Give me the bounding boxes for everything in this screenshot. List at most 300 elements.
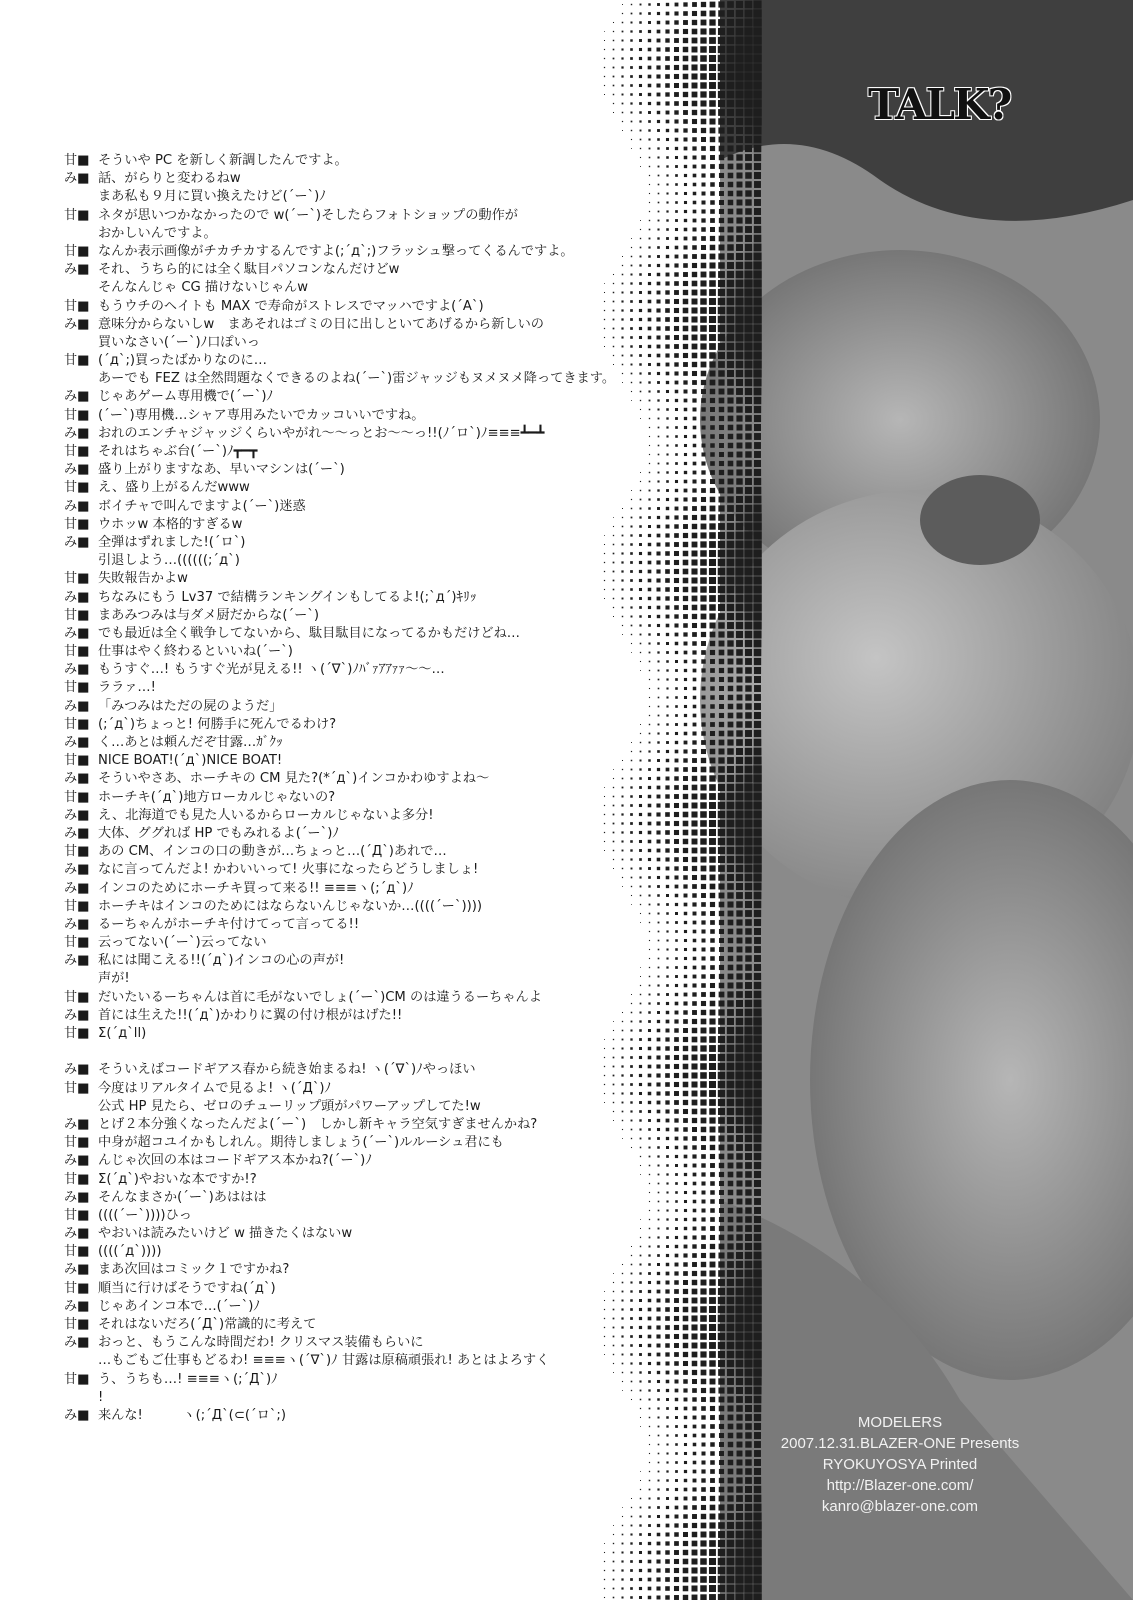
halftone-dot <box>649 454 650 455</box>
halftone-dot <box>727 1558 735 1566</box>
halftone-dot <box>744 45 753 54</box>
halftone-dot <box>692 893 696 897</box>
halftone-dot <box>692 497 697 502</box>
halftone-dot <box>630 597 632 599</box>
halftone-dot <box>745 919 752 926</box>
halftone-dot <box>745 208 752 215</box>
halftone-dot <box>684 471 687 474</box>
halftone-dot <box>648 1398 650 1400</box>
halftone-dot <box>754 487 762 495</box>
halftone-dot <box>658 211 660 213</box>
halftone-dot <box>621 1560 623 1562</box>
halftone-dot <box>656 1559 660 1563</box>
halftone-dot <box>683 380 687 384</box>
halftone-dot <box>692 1514 697 1519</box>
halftone-dot <box>692 1280 697 1285</box>
halftone-dot <box>700 1288 706 1294</box>
halftone-dot <box>683 1514 687 1518</box>
halftone-dot <box>709 1594 716 1600</box>
halftone-dot <box>666 1236 669 1239</box>
halftone-dot <box>691 73 697 79</box>
halftone-dot <box>701 524 707 530</box>
halftone-dot <box>700 1324 707 1331</box>
halftone-dot <box>622 103 624 105</box>
halftone-dot <box>701 920 705 924</box>
halftone-dot <box>727 487 733 493</box>
halftone-dot <box>727 1513 734 1520</box>
halftone-dot <box>675 381 679 385</box>
halftone-dot <box>754 982 761 989</box>
halftone-dot <box>753 1098 762 1107</box>
dialogue-line <box>64 989 624 1007</box>
halftone-dot <box>657 480 659 482</box>
halftone-dot <box>649 175 650 176</box>
halftone-dot <box>666 1506 669 1509</box>
halftone-dot <box>666 1155 669 1158</box>
halftone-dot <box>683 1550 688 1555</box>
halftone-dot <box>701 893 706 898</box>
halftone-dot <box>700 1342 706 1348</box>
halftone-dot <box>719 443 724 448</box>
halftone-dot <box>683 353 688 358</box>
halftone-dot <box>666 651 669 654</box>
halftone-dot <box>675 1254 679 1258</box>
halftone-dot <box>665 1568 670 1573</box>
halftone-dot <box>604 49 605 50</box>
dialogue-text: なに言ってんだよ! かわいいって! 火事になったらどうしましょ! <box>98 862 479 878</box>
halftone-dot <box>719 893 725 899</box>
halftone-dot <box>701 155 705 159</box>
halftone-dot <box>737 434 743 440</box>
halftone-dot <box>648 282 651 285</box>
halftone-dot <box>675 255 679 259</box>
halftone-dot <box>666 768 670 772</box>
halftone-dot <box>684 1146 688 1150</box>
halftone-dot <box>710 875 716 881</box>
halftone-dot <box>745 163 752 170</box>
halftone-dot <box>719 461 724 466</box>
halftone-dot <box>719 992 725 998</box>
halftone-dot <box>666 255 669 258</box>
halftone-dot <box>692 1100 698 1106</box>
halftone-dot <box>718 37 725 44</box>
halftone-dot <box>719 389 725 395</box>
halftone-dot <box>657 642 660 645</box>
halftone-dot <box>674 1280 679 1285</box>
halftone-dot <box>657 102 661 106</box>
halftone-dot <box>719 983 725 989</box>
halftone-dot <box>666 237 669 240</box>
halftone-dot <box>718 1126 724 1132</box>
halftone-dot <box>693 444 697 448</box>
halftone-dot <box>692 299 698 305</box>
halftone-dot <box>728 974 734 980</box>
halftone-dot <box>666 453 668 455</box>
halftone-dot <box>735 36 743 44</box>
halftone-dot <box>648 840 652 844</box>
halftone-dot <box>640 499 642 501</box>
halftone-dot <box>657 660 659 662</box>
halftone-dot <box>693 1434 697 1438</box>
halftone-dot <box>727 1378 734 1385</box>
halftone-dot <box>753 108 762 117</box>
halftone-dot <box>744 1314 753 1323</box>
halftone-dot <box>648 867 651 870</box>
halftone-dot <box>640 913 641 914</box>
halftone-dot <box>718 1324 726 1332</box>
halftone-dot <box>709 1351 716 1358</box>
halftone-dot <box>683 1595 688 1600</box>
halftone-dot <box>665 1100 669 1104</box>
halftone-dot <box>727 640 733 646</box>
halftone-dot <box>692 1154 696 1158</box>
halftone-dot <box>639 1092 642 1095</box>
halftone-dot <box>683 794 688 799</box>
halftone-dot <box>683 866 688 871</box>
halftone-dot <box>700 100 706 106</box>
halftone-dot <box>683 551 689 557</box>
halftone-dot <box>700 550 706 556</box>
halftone-dot <box>666 246 669 249</box>
halftone-dot <box>692 1352 698 1358</box>
halftone-dot <box>728 1415 734 1421</box>
halftone-dot <box>753 333 762 342</box>
halftone-dot <box>718 1531 725 1538</box>
speaker-label <box>64 279 98 297</box>
halftone-dot <box>657 93 661 97</box>
halftone-dot <box>710 1190 715 1195</box>
halftone-dot <box>718 334 725 341</box>
halftone-dot <box>701 1406 706 1411</box>
halftone-dot <box>683 254 687 258</box>
halftone-dot <box>692 605 698 611</box>
halftone-dot <box>692 1487 696 1491</box>
halftone-dot <box>621 84 623 86</box>
halftone-dot <box>727 298 735 306</box>
halftone-dot <box>727 1486 733 1492</box>
halftone-dot <box>649 1183 650 1184</box>
halftone-dot <box>736 991 743 998</box>
halftone-dot <box>744 333 753 342</box>
halftone-dot <box>657 1101 661 1105</box>
dialogue-line <box>64 425 624 443</box>
halftone-dot <box>700 289 706 295</box>
halftone-dot <box>700 64 707 71</box>
halftone-dot <box>709 541 716 548</box>
halftone-dot <box>657 1236 659 1238</box>
halftone-dot <box>630 606 632 608</box>
halftone-dot <box>727 334 735 342</box>
halftone-dot <box>683 605 688 610</box>
halftone-dot <box>666 156 669 159</box>
halftone-dot <box>710 983 715 988</box>
halftone-dot <box>745 505 753 513</box>
halftone-dot <box>700 847 706 853</box>
halftone-dot <box>666 426 668 428</box>
halftone-dot <box>674 1550 679 1555</box>
halftone-dot <box>701 938 705 942</box>
halftone-dot <box>718 1027 725 1034</box>
halftone-dot <box>630 1074 633 1077</box>
halftone-dot <box>754 703 761 710</box>
halftone-dot <box>692 290 698 296</box>
halftone-dot <box>639 1056 642 1059</box>
halftone-dot <box>745 1144 752 1151</box>
halftone-dot <box>728 425 734 431</box>
halftone-dot <box>666 120 670 124</box>
halftone-dot <box>691 1063 697 1069</box>
dialogue-line <box>64 207 624 225</box>
halftone-dot <box>744 99 752 107</box>
halftone-dot <box>675 246 679 250</box>
halftone-dot <box>719 1496 725 1502</box>
halftone-dot <box>693 210 697 214</box>
halftone-dot <box>604 58 605 59</box>
halftone-dot <box>630 75 633 78</box>
halftone-dot <box>710 155 715 160</box>
halftone-dot <box>754 235 762 243</box>
halftone-dot <box>754 217 761 224</box>
halftone-dot <box>648 1515 651 1518</box>
halftone-dot <box>692 1595 698 1600</box>
halftone-dot <box>657 1515 660 1518</box>
halftone-dot <box>665 65 670 70</box>
halftone-dot <box>700 1108 706 1114</box>
halftone-dot <box>736 154 742 160</box>
halftone-dot <box>727 253 734 260</box>
halftone-dot <box>753 837 762 846</box>
dialogue-line <box>64 661 624 679</box>
halftone-dot <box>735 1314 743 1322</box>
halftone-dot <box>727 496 733 502</box>
halftone-dot <box>649 229 651 231</box>
halftone-dot <box>657 12 660 15</box>
halftone-dot <box>693 687 697 691</box>
halftone-dot <box>719 1244 725 1250</box>
halftone-dot <box>728 1460 734 1466</box>
halftone-dot <box>754 892 762 900</box>
halftone-dot <box>745 190 751 196</box>
dialogue-text: (;´д`)ちょっと! 何勝手に死んでるわけ? <box>98 716 337 732</box>
halftone-dot <box>710 1415 715 1420</box>
halftone-dot <box>648 138 650 140</box>
dialogue-line <box>64 607 624 625</box>
halftone-dot <box>684 1470 687 1473</box>
halftone-dot <box>700 1594 706 1600</box>
halftone-dot <box>684 174 687 177</box>
speaker-label: 甘■ <box>64 407 90 423</box>
halftone-dot <box>666 381 669 384</box>
halftone-dot <box>649 1435 650 1436</box>
speaker-label: 甘■ <box>64 1244 90 1260</box>
halftone-dot <box>666 1227 668 1229</box>
credit-url: http://Blazer-one.com/ <box>826 1477 974 1494</box>
halftone-dot <box>701 506 706 511</box>
halftone-dot <box>735 342 743 350</box>
dialogue-text: そんなまさか(´ー`)あははは <box>98 1189 267 1205</box>
halftone-dot <box>691 1558 697 1564</box>
halftone-dot <box>736 1279 744 1287</box>
halftone-dot <box>674 605 679 610</box>
halftone-dot <box>631 13 633 15</box>
halftone-dot <box>693 912 697 916</box>
speaker-label: み■ <box>64 1335 90 1351</box>
halftone-dot <box>665 1352 669 1356</box>
halftone-dot <box>631 499 632 500</box>
halftone-dot <box>665 578 670 583</box>
halftone-dot <box>657 111 660 114</box>
halftone-dot <box>701 236 706 241</box>
halftone-dot <box>684 705 687 708</box>
halftone-dot <box>719 1154 725 1160</box>
halftone-dot <box>727 1531 734 1538</box>
halftone-dot <box>727 532 735 540</box>
halftone-dot <box>735 99 743 107</box>
halftone-dot <box>745 1423 752 1430</box>
halftone-dot <box>622 31 624 33</box>
halftone-dot <box>753 1368 762 1377</box>
halftone-dot <box>665 317 670 322</box>
halftone-dot <box>639 1011 641 1013</box>
halftone-dot <box>684 1236 688 1240</box>
halftone-dot <box>745 1000 752 1007</box>
halftone-dot <box>693 1416 697 1420</box>
halftone-dot <box>727 1036 735 1044</box>
speaker-label: 甘■ <box>64 935 90 951</box>
dialogue-text: ホーチキはインコのためにはならないんじゃないか…((((´ー`)))) <box>98 898 483 914</box>
halftone-dot <box>649 1444 650 1445</box>
halftone-dot <box>701 1199 705 1203</box>
halftone-dot <box>692 1388 697 1393</box>
halftone-dot <box>631 1021 633 1023</box>
halftone-dot <box>631 742 632 743</box>
dialogue-line <box>64 1407 624 1425</box>
halftone-dot <box>727 559 735 567</box>
halftone-dot <box>630 1335 633 1338</box>
halftone-dot <box>754 955 761 962</box>
halftone-dot <box>744 351 752 359</box>
halftone-dot <box>684 642 688 646</box>
halftone-dot <box>727 874 734 881</box>
halftone-dot <box>675 1011 679 1015</box>
halftone-dot <box>735 540 743 548</box>
halftone-dot <box>718 1558 725 1565</box>
speaker-label: み■ <box>64 1407 90 1423</box>
halftone-dot <box>675 1434 678 1437</box>
halftone-dot <box>640 157 641 158</box>
halftone-dot <box>736 1513 743 1520</box>
halftone-dot <box>649 913 651 915</box>
speaker-label: み■ <box>64 1062 90 1078</box>
halftone-dot <box>735 1350 743 1358</box>
halftone-dot <box>648 246 650 248</box>
dialogue-line <box>64 225 624 243</box>
halftone-dot <box>692 1397 696 1401</box>
halftone-dot <box>657 1119 660 1122</box>
halftone-dot <box>648 318 652 322</box>
halftone-dot <box>675 201 678 204</box>
halftone-dot <box>753 72 762 81</box>
halftone-dot <box>649 1228 650 1229</box>
dialogue-line <box>64 952 624 970</box>
halftone-dot <box>631 364 633 366</box>
halftone-dot <box>631 1120 633 1122</box>
halftone-dot <box>710 416 715 421</box>
halftone-dot <box>693 966 697 970</box>
halftone-dot <box>648 1011 650 1013</box>
halftone-dot <box>753 576 762 585</box>
halftone-dot <box>701 479 706 484</box>
halftone-dot <box>753 1530 762 1539</box>
halftone-dot <box>744 855 752 863</box>
halftone-dot <box>658 1480 660 1482</box>
halftone-dot <box>754 991 762 999</box>
halftone-dot <box>700 352 706 358</box>
halftone-dot <box>719 173 724 178</box>
halftone-dot <box>657 1002 660 1005</box>
halftone-dot <box>639 1074 642 1077</box>
halftone-dot <box>613 103 614 104</box>
halftone-dot <box>735 1305 743 1313</box>
halftone-dot <box>613 1597 615 1599</box>
halftone-dot <box>657 516 660 519</box>
halftone-dot <box>728 1172 734 1178</box>
halftone-dot <box>718 253 724 259</box>
halftone-dot <box>727 1351 735 1359</box>
halftone-dot <box>710 407 715 412</box>
halftone-dot <box>736 766 744 774</box>
halftone-dot <box>753 846 762 855</box>
halftone-dot <box>675 147 678 150</box>
halftone-dot <box>631 238 632 239</box>
halftone-dot <box>648 1560 652 1564</box>
halftone-dot <box>709 604 716 611</box>
halftone-dot <box>684 651 688 655</box>
halftone-dot <box>745 1225 752 1232</box>
halftone-dot <box>648 1380 651 1383</box>
halftone-dot <box>736 1414 742 1420</box>
halftone-dot <box>656 803 660 807</box>
halftone-dot <box>693 939 697 943</box>
halftone-dot <box>709 1036 716 1043</box>
halftone-dot <box>701 1388 706 1393</box>
halftone-dot <box>649 904 651 906</box>
halftone-dot <box>754 946 761 953</box>
halftone-dot <box>630 570 633 573</box>
speaker-label: み■ <box>64 862 90 878</box>
halftone-dot <box>639 1569 642 1572</box>
halftone-dot <box>657 543 661 547</box>
dialogue-line <box>64 479 624 497</box>
halftone-dot <box>674 110 678 114</box>
halftone-dot <box>736 676 742 682</box>
halftone-dot <box>630 57 633 60</box>
halftone-dot <box>726 315 734 323</box>
halftone-dot <box>701 470 705 474</box>
halftone-dot <box>622 1516 623 1517</box>
halftone-dot <box>674 587 679 592</box>
dialogue-text: う、うちも…! ≡≡≡ヽ(;´Д`)ﾉ <box>98 1371 278 1387</box>
halftone-dot <box>727 28 735 36</box>
halftone-dot <box>728 920 734 926</box>
halftone-dot <box>683 1019 688 1024</box>
halftone-dot <box>675 507 679 511</box>
halftone-dot <box>656 1073 660 1077</box>
halftone-dot <box>666 1515 669 1518</box>
halftone-dot <box>709 370 715 376</box>
halftone-dot <box>648 858 651 861</box>
halftone-dot <box>735 819 743 827</box>
